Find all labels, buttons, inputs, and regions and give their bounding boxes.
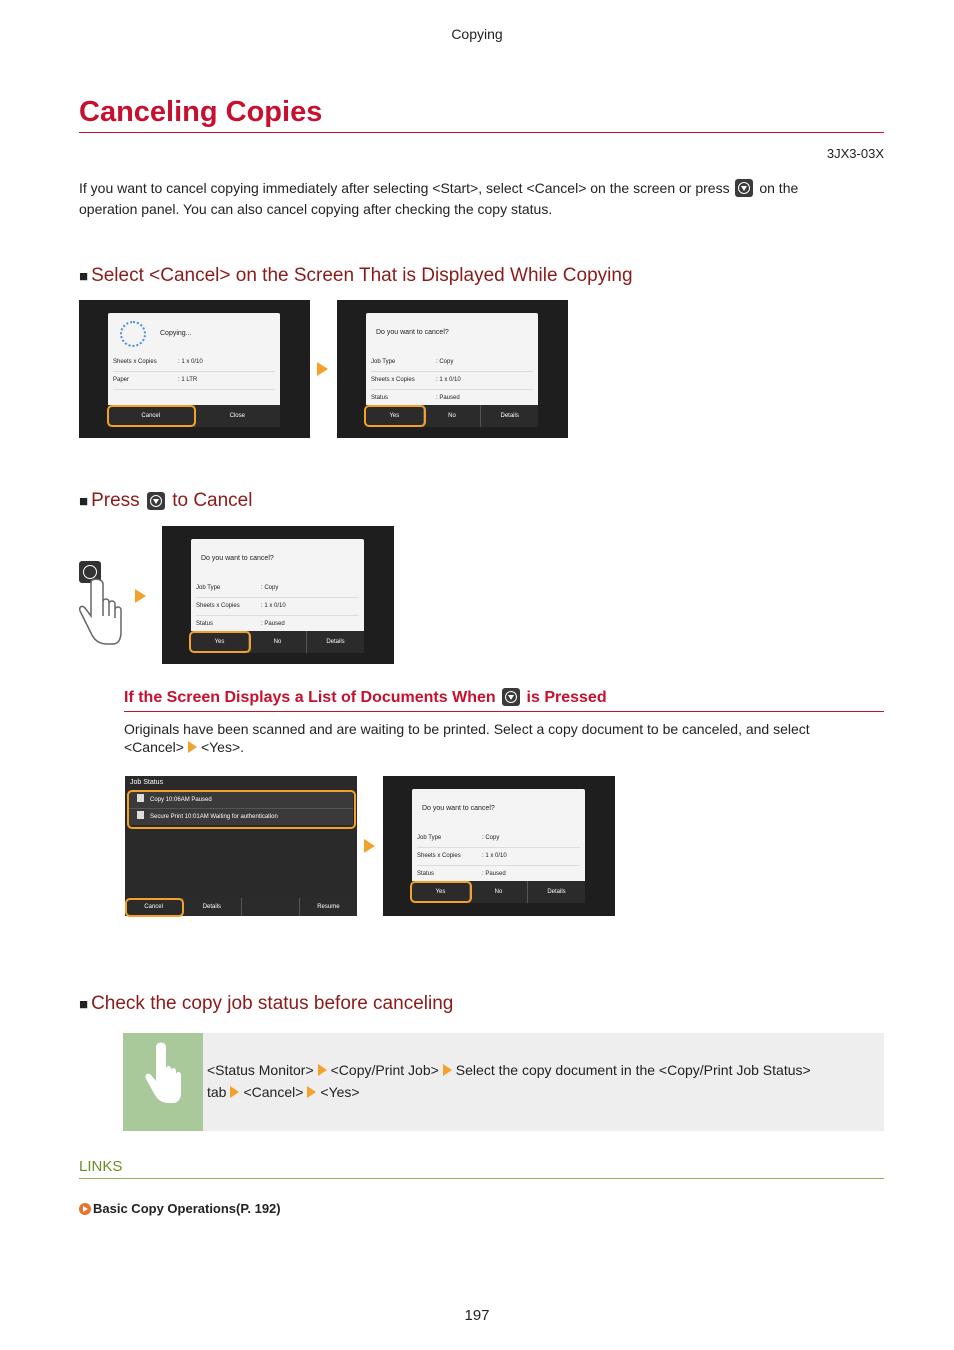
- step-copy-print-job: <Copy/Print Job>: [330, 1062, 439, 1078]
- row-value: : Copy: [482, 835, 500, 841]
- dialog-title: Copying...: [160, 330, 192, 337]
- subsection-paragraph: [124, 720, 884, 756]
- job-item-label: Secure Print 10:01AM Waiting for authentication: [150, 814, 278, 820]
- row-value: : Paused: [436, 395, 460, 401]
- row-value: : Copy: [261, 585, 279, 591]
- intro-text-2: on the: [759, 180, 799, 196]
- row-key: Sheets x Copies: [371, 377, 415, 383]
- info-row: [371, 354, 533, 372]
- subsection-heading: [124, 688, 884, 712]
- info-row: [417, 830, 580, 848]
- section-heading-press-stop: [79, 490, 252, 512]
- section-heading-text: to Cancel: [172, 490, 253, 511]
- row-key: Status: [371, 395, 389, 401]
- link-arrow-icon: [79, 1203, 91, 1215]
- info-row: [113, 372, 275, 390]
- bullet-square: ■: [79, 493, 89, 510]
- step-arrow-icon: [188, 741, 197, 753]
- copying-animation-icon: [120, 321, 146, 347]
- row-value: : Paused: [482, 871, 506, 877]
- bullet-square: ■: [79, 996, 89, 1013]
- operation-steps-box: [123, 1033, 884, 1131]
- step-yes: <Yes>: [320, 1084, 360, 1100]
- info-row: [196, 580, 359, 598]
- job-item-label: Copy 10:06AM Paused: [150, 797, 212, 803]
- pointing-hand-icon: [77, 578, 123, 648]
- row-value: : 1 x 0/10: [482, 853, 507, 859]
- row-key: Status: [417, 871, 435, 877]
- row-key: Paper: [113, 377, 130, 383]
- subsection-text-1: Originals have been scanned and are waiting to be printed. Select a copy document to be canceled, and select: [124, 721, 810, 737]
- row-key: Sheets x Copies: [196, 603, 240, 609]
- step-cancel: <Cancel>: [243, 1084, 304, 1100]
- confirm-screen: [337, 300, 568, 438]
- highlight-cancel: [125, 898, 184, 917]
- dialog-title: Do you want to cancel?: [422, 805, 495, 812]
- yes-button[interactable]: Yes: [191, 631, 249, 653]
- link-label[interactable]: Basic Copy Operations(P. 192): [93, 1201, 281, 1216]
- cancel-button[interactable]: Cancel: [108, 405, 195, 427]
- yes-button[interactable]: Yes: [366, 405, 424, 427]
- row-key: Status: [196, 621, 214, 627]
- dialog-title: Do you want to cancel?: [376, 329, 449, 336]
- dialog-title: Do you want to cancel?: [201, 555, 274, 562]
- page-title: Canceling Copies: [79, 96, 884, 133]
- running-head: Copying: [451, 26, 503, 42]
- section-heading-check-status: [79, 993, 453, 1015]
- intro-text-1: If you want to cancel copying immediately after selecting <Start>, select <Cancel> on the screen or press: [79, 180, 730, 196]
- row-value: : 1 x 0/10: [178, 359, 203, 365]
- intro-paragraph: [79, 178, 884, 220]
- step-arrow-icon: [307, 1086, 316, 1098]
- copying-screen: [79, 300, 310, 438]
- row-key: Job Type: [417, 835, 442, 841]
- job-status-screen: [125, 776, 357, 916]
- step-select-document: Select the copy document in the <Copy/Print Job Status>: [455, 1062, 811, 1078]
- yes-button[interactable]: Yes: [412, 881, 470, 903]
- step-arrow-icon: [230, 1086, 239, 1098]
- operation-steps-text: [207, 1059, 867, 1103]
- stop-icon: [502, 688, 520, 706]
- resume-button[interactable]: Resume: [317, 904, 340, 910]
- subsection-heading-text: If the Screen Displays a List of Documents When: [124, 689, 496, 706]
- link-basic-copy-operations[interactable]: [79, 1201, 281, 1216]
- subsection-heading-text: is Pressed: [526, 689, 607, 706]
- close-button[interactable]: Close: [229, 413, 245, 419]
- details-button[interactable]: Details: [183, 898, 241, 916]
- step-arrow-icon: [443, 1064, 452, 1076]
- row-value: : Copy: [436, 359, 454, 365]
- no-button[interactable]: No: [424, 405, 482, 427]
- row-value: : 1 x 0/10: [261, 603, 286, 609]
- job-status-title: Job Status: [130, 779, 164, 786]
- hand-touch-icon: [123, 1033, 203, 1131]
- section-heading-select-cancel: [79, 265, 633, 287]
- step-tab: tab: [207, 1084, 227, 1100]
- stop-icon: [147, 492, 165, 510]
- bullet-square: ■: [79, 268, 89, 285]
- highlight-cancel: [107, 405, 196, 427]
- highlight-yes: [410, 881, 472, 903]
- section-heading-text: Check the copy job status before canceling: [91, 993, 454, 1014]
- touch-panel-marker: [123, 1033, 203, 1131]
- page-number: 197: [464, 1307, 490, 1324]
- subsection-text-2a: <Cancel>: [124, 739, 184, 755]
- no-button[interactable]: No: [470, 881, 528, 903]
- details-button[interactable]: Details: [547, 889, 566, 895]
- row-key: Sheets x Copies: [113, 359, 157, 365]
- confirm-screen-3: [383, 776, 615, 916]
- info-row: [417, 848, 580, 866]
- highlight-yes: [364, 405, 426, 427]
- stop-icon: [735, 179, 753, 197]
- step-status-monitor: <Status Monitor>: [207, 1062, 314, 1078]
- step-arrow-icon: [364, 839, 375, 853]
- row-value: : 1 LTR: [178, 377, 198, 383]
- details-button[interactable]: Details: [326, 639, 345, 645]
- info-row: [113, 354, 275, 372]
- row-key: Job Type: [196, 585, 221, 591]
- intro-text-3: operation panel. You can also cancel copying after checking the copy status.: [79, 201, 553, 217]
- details-button[interactable]: Details: [500, 413, 519, 419]
- links-heading: LINKS: [79, 1158, 884, 1179]
- info-row: [371, 372, 533, 390]
- step-arrow-icon: [135, 589, 146, 603]
- info-row: [196, 598, 359, 616]
- row-value: : 1 x 0/10: [436, 377, 461, 383]
- row-value: : Paused: [261, 621, 285, 627]
- subsection-text-2b: <Yes>.: [200, 739, 245, 755]
- step-arrow-icon: [317, 362, 328, 376]
- no-button[interactable]: No: [249, 631, 307, 653]
- section-heading-text: Press: [91, 490, 140, 511]
- document-id: 3JX3-03X: [826, 146, 884, 161]
- row-key: Sheets x Copies: [417, 853, 461, 859]
- highlight-yes: [189, 631, 251, 653]
- step-arrow-icon: [318, 1064, 327, 1076]
- section-heading-text: Select <Cancel> on the Screen That is Displayed While Copying: [91, 265, 633, 286]
- highlight-job-list: [127, 790, 356, 829]
- row-key: Job Type: [371, 359, 396, 365]
- cancel-button[interactable]: Cancel: [125, 898, 183, 916]
- confirm-screen-2: [162, 526, 394, 664]
- empty-button: [242, 898, 300, 916]
